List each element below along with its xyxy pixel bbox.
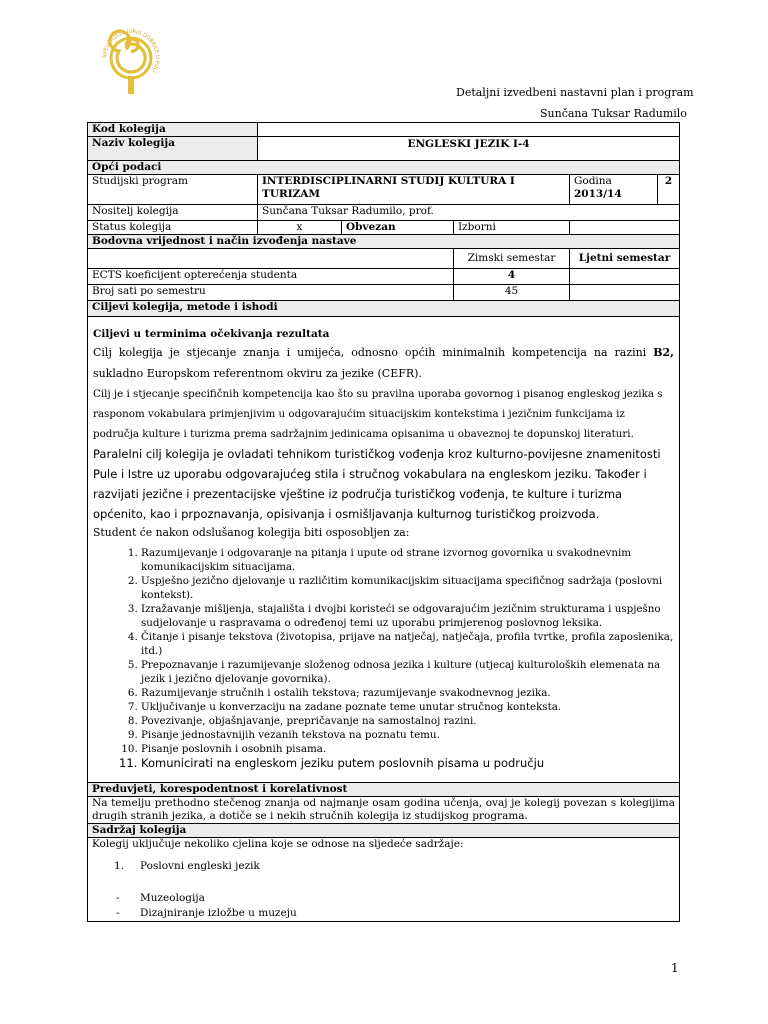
obvezan-label: Obvezan — [342, 221, 454, 235]
document-title: Detaljni izvedbeni nastavni plan i program — [456, 86, 694, 99]
cilj-paragraph-2: Cilj je i stjecanje specifičnih kompetencija kao što su pravilna uporaba govornog i pisanog engleskog jezika s rasponom vokabulara primjenjivim u odgovarajućim situacijskim kontekstima i jezičnim funkcijama iz područja kulture i turizma prema sadržajnim jedinicama opisanima u obaveznoj te dopunskoj literaturi. — [93, 388, 663, 440]
row-status — [88, 221, 680, 235]
course-table — [87, 122, 680, 922]
outcome-item: 2. Uspješno jezično djelovanje u različitim komunikacijskim situacijama specifičnog sadržaja (poslovni kontekst). — [141, 574, 674, 602]
outcome-item: 3. Izražavanje mišljenja, stajališta i dvojbi koristeći se odgovarajućim jezičnim strukturama i uspješno sudjelovanje u raspravama o određenoj temi uz uporabu primjerenog poslovnog leksika. — [141, 602, 674, 630]
ciljevi-heading: Ciljevi u terminima očekivanja rezultata — [93, 328, 330, 340]
row-semestri — [88, 249, 680, 269]
row-sati — [88, 285, 680, 301]
bodovna-label: Bodovna vrijednost i način izvođenja nastave — [88, 235, 680, 249]
logo-ring-text: SVEUČILIŠTE JURJA DOBRILE U PULI — [101, 28, 161, 74]
semestri-empty — [88, 249, 454, 269]
outcome-item: 1. Razumijevanje i odgovaranje na pitanja i upute od strane izvornog govornika u svakodnevnim komunikacijskim situacijama. — [141, 546, 674, 574]
row-preduvjeti — [88, 797, 680, 824]
row-kod — [88, 123, 680, 137]
sadrzaj-label: Sadržaj kolegija — [88, 824, 680, 838]
godina-year: 2013/14 — [574, 188, 622, 200]
status-label: Status kolegija — [88, 221, 258, 235]
sadrzaj-intro: Kolegij uključuje nekoliko cjelina koje se odnose na sljedeće sadržaje: — [92, 838, 464, 850]
program-label: Studijski program — [88, 175, 258, 205]
preduvjeti-text: Na temelju prethodno stečenog znanja od najmanje osam godina učenja, ovaj je kolegij povezan s kolegijima drugih stranih jezika, a dotiče se i nekih stručnih kolegija iz studijskog programa. — [88, 797, 680, 824]
sati-label: Broj sati po semestru — [88, 285, 454, 301]
opci-label: Opći podaci — [88, 161, 680, 175]
page-number: 1 — [671, 961, 679, 975]
row-ciljevi-label — [88, 301, 680, 317]
izborni-value — [570, 221, 680, 235]
ciljevi-cell — [88, 317, 680, 783]
preduvjeti-label: Preduvjeti, korespodentnost i korelativnost — [88, 783, 680, 797]
godina-cell — [570, 175, 658, 205]
ects-label: ECTS koeficijent opterećenja studenta — [88, 269, 454, 285]
university-logo — [100, 14, 162, 98]
outcome-item: 7. Uključivanje u konverzaciju na zadane poznate teme unutar stručnog konteksta. — [141, 700, 674, 714]
outcomes-list — [93, 546, 674, 770]
program-value: INTERDISCIPLINARNI STUDIJ KULTURA I TURIZAM — [258, 175, 570, 205]
kod-label: Kod kolegija — [88, 123, 258, 137]
row-nositelj — [88, 205, 680, 221]
naziv-value: ENGLESKI JEZIK I-4 — [258, 137, 680, 161]
status-mark: x — [258, 221, 342, 235]
kod-value — [258, 123, 680, 137]
outcome-item: 5. Prepoznavanje i razumijevanje složenog odnosa jezika i kulture (utjecaj kulturoloških elemenata na jezik i jezično djelovanje govornika). — [141, 658, 674, 686]
row-bodovna — [88, 235, 680, 249]
sadrzaj-sublist — [92, 891, 675, 921]
sadrzaj-item: 1. Poslovni engleski jezik — [114, 860, 260, 872]
student-intro: Student će nakon odslušanog kolegija biti osposobljen za: — [93, 526, 410, 539]
sati-value: 45 — [454, 285, 570, 301]
godina-label: Godina — [574, 175, 612, 187]
sadrzaj-subitem: - Dizajniranje izložbe u muzeju — [116, 907, 297, 919]
sadrzaj-cell — [88, 838, 680, 922]
row-sadrzaj-label — [88, 824, 680, 838]
outcome-item: 11. Komunicirati na engleskom jeziku putem poslovnih pisama u području — [141, 756, 674, 770]
cilj-paragraph-1: Cilj kolegija je stjecanje znanja i umijeća, odnosno općih minimalnih kompetencija na razini B2, sukladno Europskom referentnom okviru za jezike (CEFR). — [93, 346, 675, 380]
naziv-label: Naziv kolegija — [88, 137, 258, 161]
ects-ljetni — [570, 269, 680, 285]
sadrzaj-subitem: - Muzeologija — [116, 892, 205, 904]
godina-value: 2 — [658, 175, 680, 205]
document-author: Sunčana Tuksar Radumilo — [540, 107, 687, 120]
row-ects — [88, 269, 680, 285]
outcome-item: 9. Pisanje jednostavnijih vezanih tekstova na poznatu temu. — [141, 728, 674, 742]
row-sadrzaj — [88, 838, 680, 922]
row-naziv — [88, 137, 680, 161]
sadrzaj-list — [92, 859, 675, 873]
zimski-label: Zimski semestar — [454, 249, 570, 269]
row-ciljevi — [88, 317, 680, 783]
row-program — [88, 175, 680, 205]
ects-value: 4 — [454, 269, 570, 285]
outcome-item: 6. Razumijevanje stručnih i ostalih tekstova; razumijevanje svakodnevnog jezika. — [141, 686, 674, 700]
izborni-label: Izborni — [454, 221, 570, 235]
nositelj-label: Nositelj kolegija — [88, 205, 258, 221]
ljetni-label: Ljetni semestar — [570, 249, 680, 269]
outcome-item: 10. Pisanje poslovnih i osobnih pisama. — [141, 742, 674, 756]
sati-ljetni — [570, 285, 680, 301]
ciljevi-label: Ciljevi kolegija, metode i ishodi — [88, 301, 680, 317]
row-preduvjeti-label — [88, 783, 680, 797]
outcome-item: 8. Povezivanje, objašnjavanje, prepričavanje na samostalnoj razini. — [141, 714, 674, 728]
nositelj-value: Sunčana Tuksar Radumilo, prof. — [258, 205, 680, 221]
row-opci — [88, 161, 680, 175]
cilj-paragraph-3: Paralelni cilj kolegija je ovladati tehnikom turističkog vođenja kroz kulturno-povijesne znamenitosti Pule i Istre uz uporabu odgovarajućeg stila i stručnog vokabulara na engleskom jeziku. Također i razvijati jezične i prezentacijske vještine iz područja turističkog vođenja, te kulture i turizma općenito, kao i prpoznavanja, opisivanja i osmišljavanja kulturnog turističkog proizvoda. — [93, 447, 661, 521]
outcome-item: 4. Čitanje i pisanje tekstova (životopisa, prijave na natječaj, natječaja, profila tvrtke, profila zaposlenika, itd.) — [141, 630, 674, 658]
